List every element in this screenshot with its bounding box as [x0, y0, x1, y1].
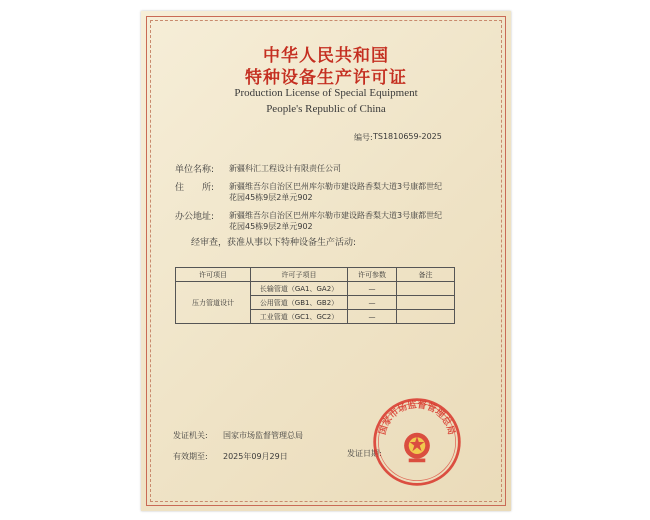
note [397, 282, 455, 296]
unit-name-label: 单位名称: [175, 165, 215, 175]
office-label: 办公地址: [175, 212, 215, 222]
table-header-row [176, 268, 455, 282]
issuer-label: 发证机关: [173, 431, 208, 440]
license-certificate [141, 11, 511, 511]
note [397, 296, 455, 310]
seal-text: 国家市场监督管理总局 [377, 399, 457, 437]
table-header: 许可子项目 [251, 268, 348, 282]
license-table [175, 267, 455, 324]
sub-item: 长输管道（GA1、GA2） [251, 282, 348, 296]
sub-item: 工业管道（GC1、GC2） [251, 310, 348, 324]
office-value: 新疆维吾尔自治区巴州库尔勒市建设路香梨大道3号康都世纪花园45栋9层2单元902 [229, 211, 443, 231]
address-value: 新疆维吾尔自治区巴州库尔勒市建设路香梨大道3号康都世纪花园45栋9层2单元902 [229, 182, 443, 202]
validity-value: 2025年09月29日 [223, 452, 288, 461]
license-number: TS1810659-2025 [373, 132, 442, 141]
parameter: — [348, 296, 397, 310]
table-row [176, 282, 455, 296]
issue-date-label: 发证日期: [347, 449, 382, 458]
license-number-label: 编号: [354, 133, 373, 142]
issuer-value: 国家市场监督管理总局 [223, 431, 303, 440]
title-cn-line1: 中华人民共和国 [263, 46, 389, 66]
svg-text:国家市场监督管理总局 [376, 398, 457, 436]
approval-text: 经审查，获准从事以下特种设备生产活动: [191, 238, 357, 248]
note [397, 310, 455, 324]
parameter: — [348, 282, 397, 296]
parameter: — [348, 310, 397, 324]
sub-item: 公用管道（GB1、GB2） [251, 296, 348, 310]
unit-name: 新疆科汇工程设计有限责任公司 [229, 164, 341, 173]
title-en-line2: People's Republic of China [266, 103, 386, 115]
table-header: 许可参数 [348, 268, 397, 282]
title-en-line1: Production License of Special Equipment [234, 87, 418, 99]
validity-label: 有效期至: [173, 452, 208, 461]
address-label: 住 所: [175, 183, 215, 193]
table-header: 备注 [397, 268, 455, 282]
official-seal [371, 396, 463, 488]
national-emblem-icon [404, 433, 430, 462]
table-header: 许可项目 [176, 268, 251, 282]
license-category: 压力管道设计 [176, 282, 251, 324]
title-cn-line2: 特种设备生产许可证 [245, 68, 407, 88]
